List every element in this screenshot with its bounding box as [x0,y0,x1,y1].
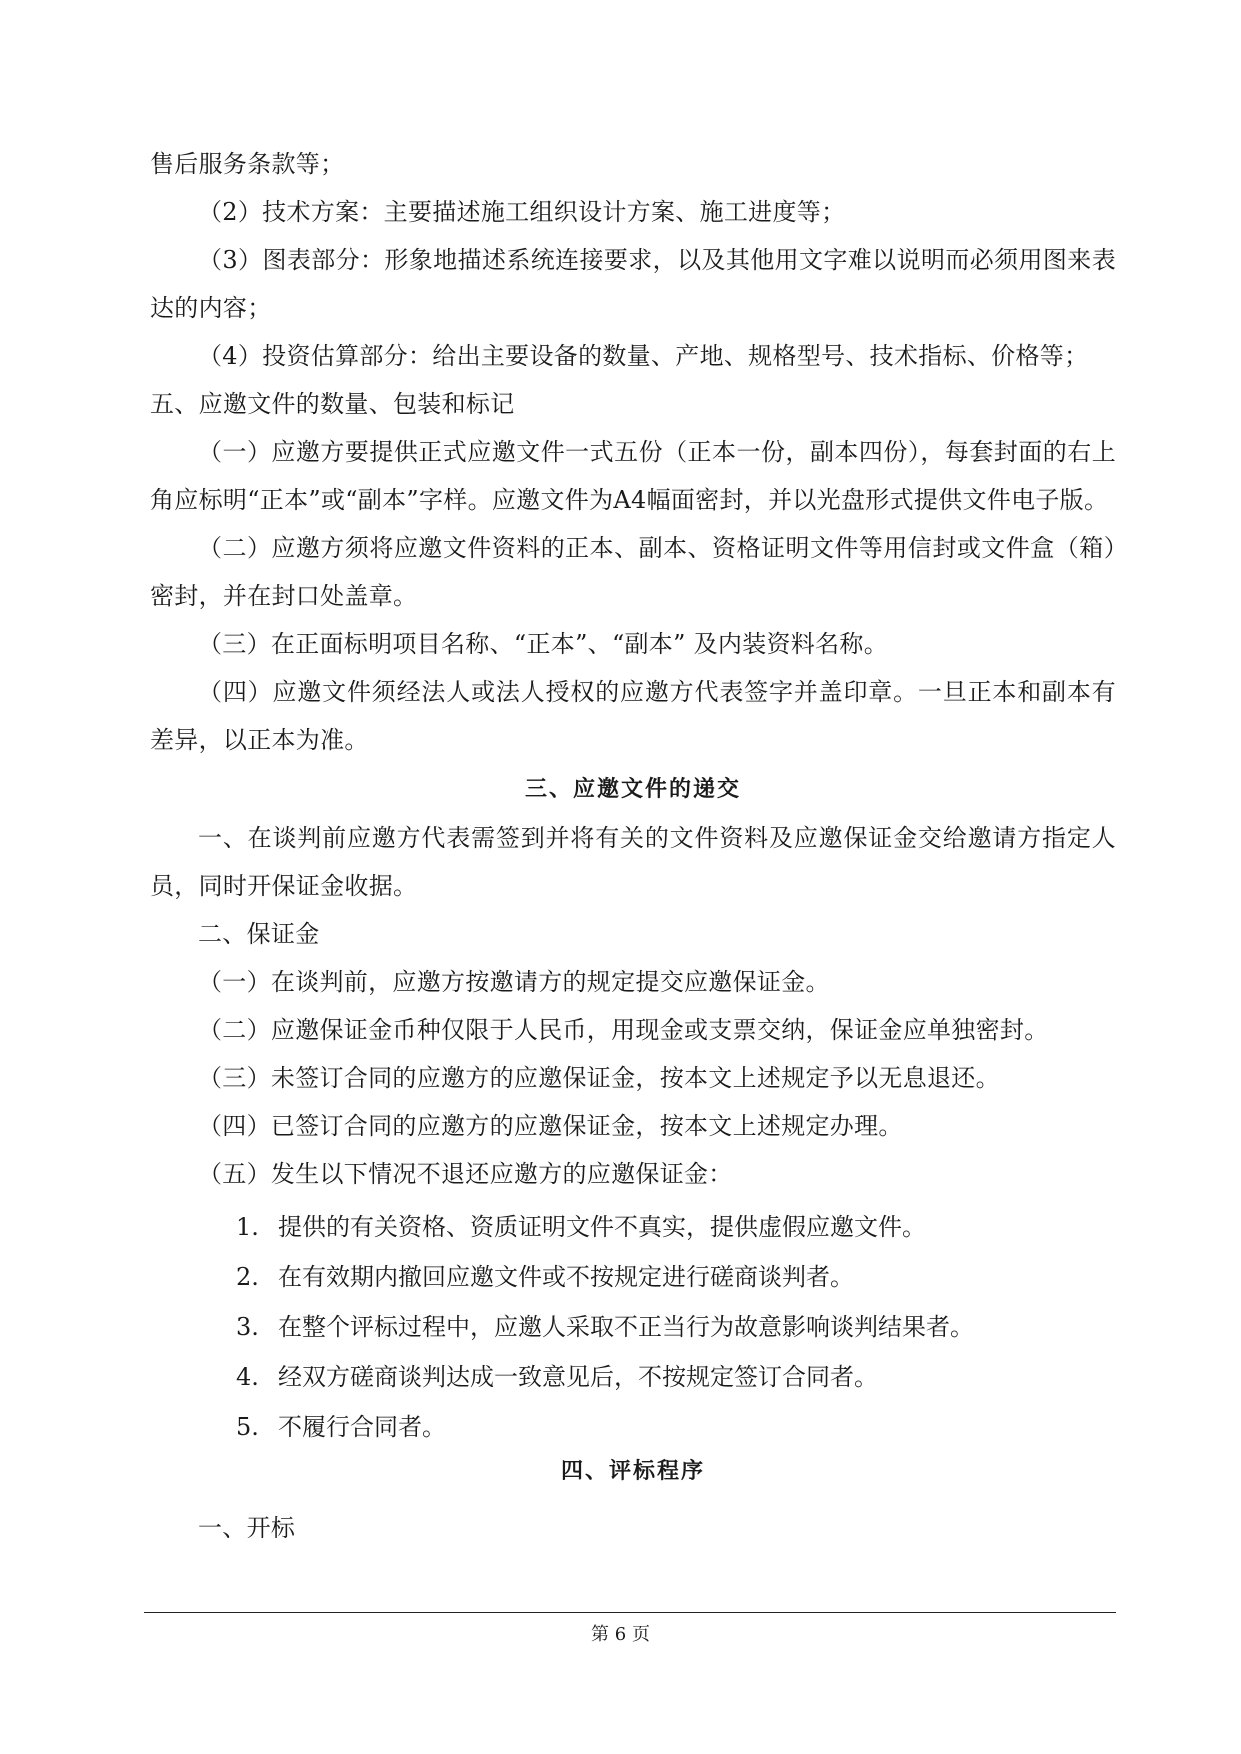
deposit-paragraph: （一）在谈判前，应邀方按邀请方的规定提交应邀保证金。 [198,968,830,996]
list-item [150,1252,1116,1302]
list-item [150,1402,1116,1452]
list-item-text: 在整个评标过程中，应邀人采取不正当行为故意影响谈判结果者。 [278,1313,974,1341]
deposit-paragraph: （五）发生以下情况不退还应邀方的应邀保证金： [198,1160,733,1188]
deposit-paragraph: （四）已签订合同的应邀方的应邀保证金，按本文上述规定办理。 [198,1112,903,1140]
body-paragraph: （一）应邀方要提供正式应邀文件一式五份（正本一份，副本四份），每套封面的右上角应标明“正本”或“副本”字样。应邀文件为A4幅面密封，并以光盘形式提供文件电子版。 [150,438,1116,514]
list-item-number: 2. [236,1263,259,1291]
deposit-paragraph: 一、在谈判前应邀方代表需签到并将有关的文件资料及应邀保证金交给邀请方指定人员，同时开保证金收据。 [150,824,1116,900]
body-paragraph: （4）投资估算部分：给出主要设备的数量、产地、规格型号、技术指标、价格等； [198,342,1089,370]
list-item [150,1202,1116,1252]
body-paragraph: 售后服务条款等； [150,150,345,178]
list-item-text: 不履行合同者。 [278,1413,446,1441]
footer-divider [144,1612,1116,1613]
body-paragraph: （2）技术方案：主要描述施工组织设计方案、施工进度等； [198,198,846,226]
section-mid [150,814,1116,1198]
list-item [150,1352,1116,1402]
document-page [150,140,1116,1552]
section-top [150,140,1116,764]
paragraph-open-bid: 一、开标 [198,1514,296,1542]
body-paragraph: （四）应邀文件须经法人或法人授权的应邀方代表签字并盖印章。一旦正本和副本有差异，以正本为准。 [150,678,1116,754]
body-paragraph: （三）在正面标明项目名称、“正本”、“副本” 及内装资料名称。 [198,630,889,658]
list-item-text: 提供的有关资格、资质证明文件不真实，提供虚假应邀文件。 [278,1213,926,1241]
body-paragraph: （二）应邀方须将应邀文件资料的正本、副本、资格证明文件等用信封或文件盒（箱）密封，并在封口处盖章。 [150,534,1116,610]
deposit-paragraph: （二）应邀保证金币种仅限于人民币，用现金或支票交纳，保证金应单独密封。 [198,1016,1049,1044]
list-item-text: 经双方磋商谈判达成一致意见后，不按规定签订合同者。 [278,1363,878,1391]
body-paragraph: 五、应邀文件的数量、包装和标记 [150,390,515,418]
list-item-number: 3. [236,1313,259,1341]
heading-section-4: 四、评标程序 [560,1459,705,1484]
heading-section-3: 三、应邀文件的递交 [524,777,741,802]
deposit-paragraph: （三）未签订合同的应邀方的应邀保证金，按本文上述规定予以无息退还。 [198,1064,1000,1092]
list-item-number: 5. [236,1413,259,1441]
list-item-text: 在有效期内撤回应邀文件或不按规定进行磋商谈判者。 [278,1263,854,1291]
list-item-number: 4. [236,1363,259,1391]
deposit-paragraph: 二、保证金 [198,920,320,948]
list-item-number: 1. [236,1213,259,1241]
numbered-list [150,1202,1116,1452]
list-item [150,1302,1116,1352]
body-paragraph: （3）图表部分：形象地描述系统连接要求，以及其他用文字难以说明而必须用图来表达的内容； [150,246,1116,322]
page-number: 第 6 页 [591,1624,650,1645]
